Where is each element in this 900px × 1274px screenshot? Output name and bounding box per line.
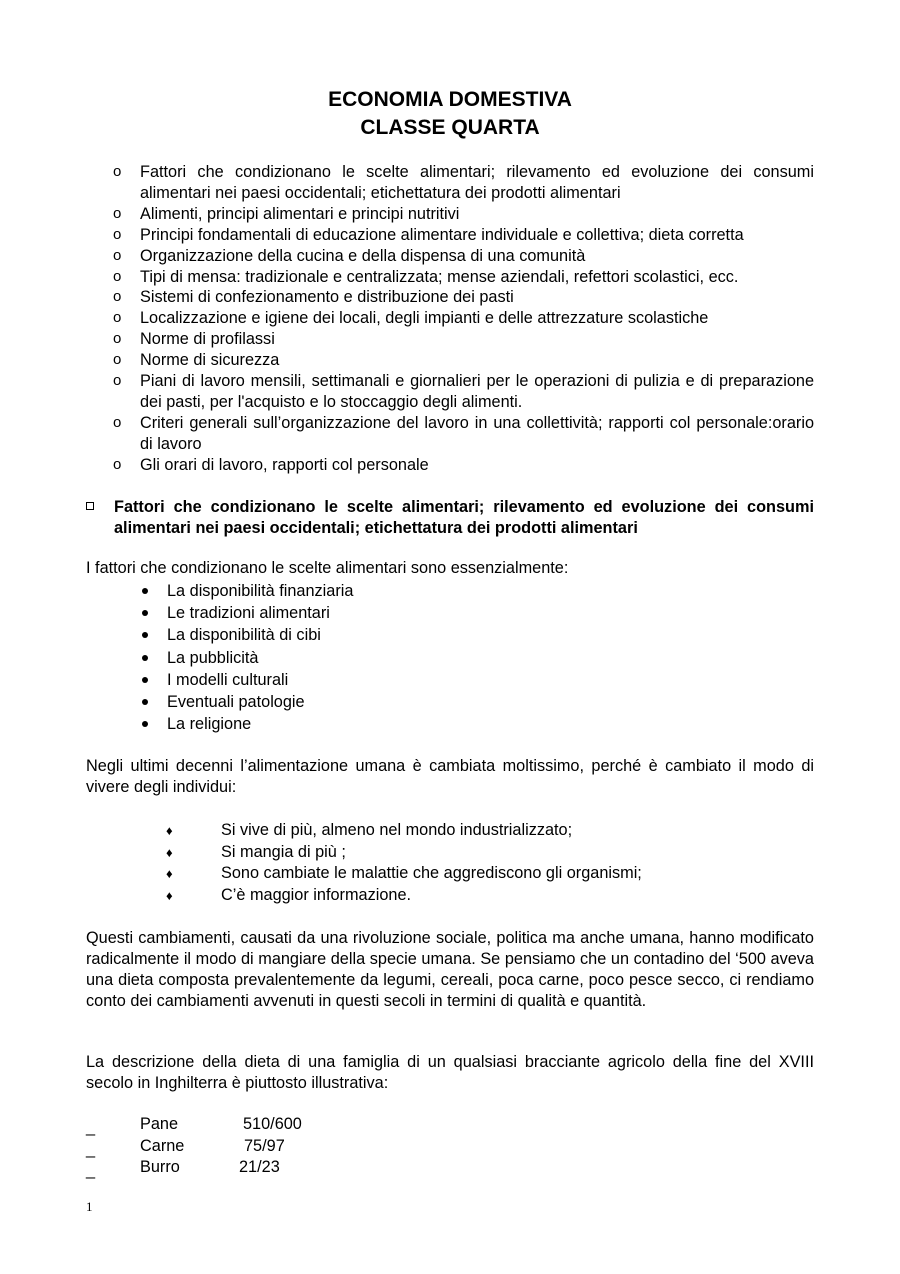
diet-item-name: Carne [140, 1136, 185, 1155]
list-item: o Norme di sicurezza [113, 351, 280, 370]
circle-bullet-icon: o [113, 309, 122, 327]
list-item: Eventuali patologie [140, 691, 353, 713]
circle-bullet-icon: o [113, 163, 122, 180]
dash-marker: _ [86, 1139, 96, 1158]
list-item: I modelli culturali [140, 669, 353, 691]
section-heading-text: Fattori che condizionano le scelte alimentari; rilevamento ed evoluzione dei consumi alimentari nei paesi occidentali; etichettatura dei prodotti alimentari [114, 498, 814, 537]
list-item: o Sistemi di confezionamento e distribuzione dei pasti [113, 288, 514, 307]
list-item: La religione [140, 713, 353, 735]
list-item: o Principi fondamentali di educazione alimentare individuale e collettiva; dieta corretta [113, 225, 744, 244]
bullet-dot-icon [142, 699, 148, 705]
circle-bullet-icon: o [113, 225, 122, 243]
list-item: o Norme di profilassi [113, 330, 275, 349]
bullet-dot-icon [142, 610, 148, 616]
intro-paragraph: I fattori che condizionano le scelte alimentari sono essenzialmente: [86, 559, 569, 577]
dash-marker: _ [86, 1118, 96, 1136]
list-item: ♦ Sono cambiate le malattie che aggrediscono gli organismi; [166, 863, 642, 885]
list-item: Le tradizioni alimentari [140, 602, 353, 624]
bullet-dot-icon [142, 677, 148, 683]
circle-bullet-icon: o [113, 351, 122, 369]
diamond-bullet-icon: ♦ [166, 888, 173, 904]
title-line-2: CLASSE QUARTA [360, 116, 540, 139]
page-number: 1 [86, 1199, 93, 1214]
diamond-bullet-icon: ♦ [166, 844, 173, 860]
list-item: o Tipi di mensa: tradizionale e centralizzata; mense aziendali, refettori scolastici, ecc. [113, 267, 739, 286]
bullet-dot-icon [142, 588, 148, 594]
list-item: o Criteri generali sull’organizzazione del lavoro in una collettività; rapporti col personale:orario di lavoro [113, 413, 814, 453]
document-title [0, 86, 900, 142]
list-item: La disponibilità di cibi [140, 624, 353, 646]
bullet-dot-icon [142, 721, 148, 727]
diet-item-value: 75/97 [244, 1136, 285, 1155]
list-item: ♦ C’è maggior informazione. [166, 885, 642, 907]
section-heading [86, 497, 814, 539]
list-item: o Alimenti, principi alimentari e principi nutritivi [113, 204, 460, 223]
factors-list [140, 580, 353, 735]
changes-paragraph: Negli ultimi decenni l’alimentazione umana è cambiata moltissimo, perché è cambiato il modo di vivere degli individui: [86, 757, 814, 796]
circle-bullet-icon: o [113, 330, 122, 348]
circle-bullet-icon: o [113, 413, 122, 431]
diet-item-value: 510/600 [243, 1115, 302, 1133]
bullet-dot-icon [142, 632, 148, 638]
revolution-paragraph: Questi cambiamenti, causati da una rivoluzione sociale, politica ma anche umana, hanno modificato radicalmente il modo di mangiare della specie umana. Se pensiamo che un contadino del ‘500 aveva una dieta composta prevalentemente da legumi, cereali, poca carne, poco pesce secco, ci rendiamo conto dei cambiamenti avvenuti in questi secoli in termini di qualità e quantità. [86, 929, 814, 1010]
topic-list [109, 162, 814, 476]
list-item: ♦ Si mangia di più ; [166, 842, 642, 864]
diamond-bullet-icon: ♦ [166, 823, 173, 838]
diet-item-value: 21/23 [239, 1158, 280, 1177]
title-line-1: ECONOMIA DOMESTIVA [328, 88, 572, 111]
circle-bullet-icon: o [113, 372, 122, 390]
list-item: ♦ Si vive di più, almeno nel mondo industrializzato; [166, 820, 642, 842]
diet-paragraph: La descrizione della dieta di una famiglia di un qualsiasi bracciante agricolo della fine del XVIII secolo in Inghilterra è piuttosto illustrativa: [86, 1053, 814, 1092]
list-item: o Organizzazione della cucina e della dispensa di una comunità [113, 246, 586, 265]
diamond-bullet-icon: ♦ [166, 866, 173, 882]
circle-bullet-icon: o [113, 288, 122, 306]
dash-marker: _ [86, 1161, 96, 1180]
list-item: o Gli orari di lavoro, rapporti col personale [113, 455, 429, 474]
bullet-dot-icon [142, 655, 148, 661]
circle-bullet-icon: o [113, 455, 122, 473]
list-item: o Piani di lavoro mensili, settimanali e giornalieri per le operazioni di pulizia e di preparazione dei pasti, per l'acquisto e lo stoccaggio degli alimenti. [113, 372, 814, 411]
diet-item-name: Pane [140, 1115, 179, 1133]
circle-bullet-icon: o [113, 246, 122, 264]
list-item: o Fattori che condizionano le scelte alimentari; rilevamento ed evoluzione dei consumi alimentari nei paesi occidentali; etichettatura dei prodotti alimentari [113, 163, 814, 202]
list-item: La pubblicità [140, 647, 353, 669]
square-bullet-icon [86, 502, 94, 510]
circle-bullet-icon: o [113, 267, 122, 285]
list-item: o Localizzazione e igiene dei locali, degli impianti e delle attrezzature scolastiche [113, 309, 709, 328]
circle-bullet-icon: o [113, 204, 122, 222]
changes-list [166, 820, 642, 907]
list-item: La disponibilità finanziaria [140, 580, 353, 602]
diet-item-name: Burro [140, 1158, 180, 1177]
